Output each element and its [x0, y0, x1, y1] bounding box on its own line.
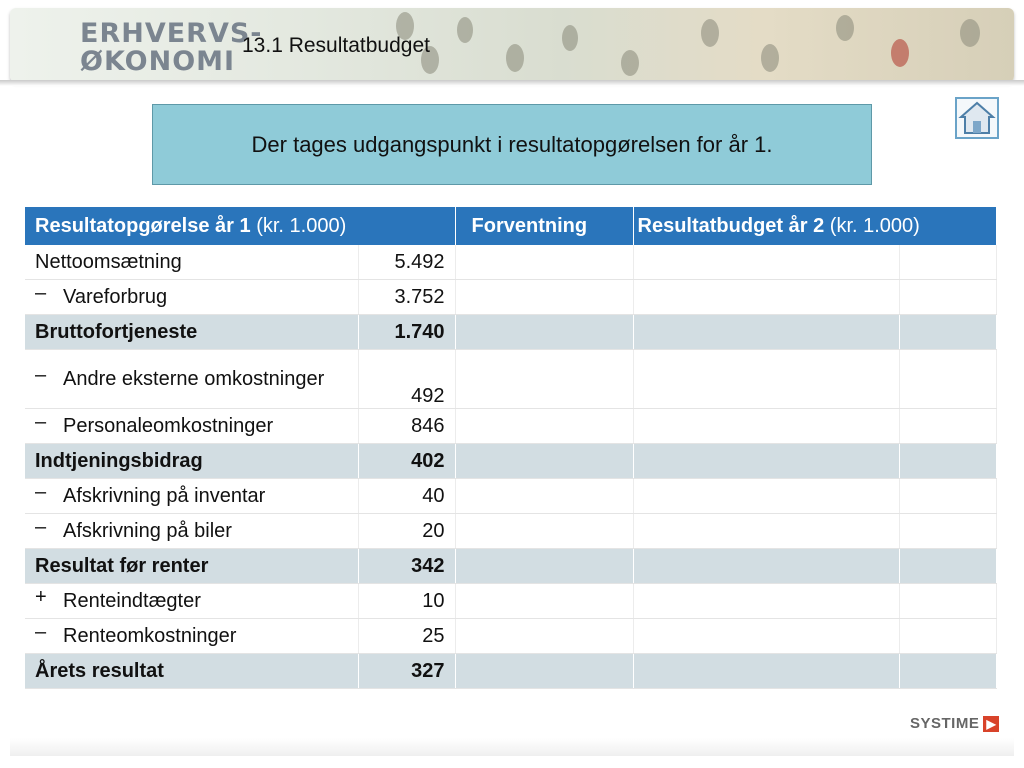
row-label [25, 619, 358, 654]
row-value: 1.740 [358, 315, 455, 350]
row-label-content [35, 364, 348, 394]
row-label-content [35, 516, 348, 546]
row-value: 342 [358, 549, 455, 584]
budget-label-cell [633, 584, 899, 619]
table-header-row [25, 207, 996, 245]
row-label-text: Vareforbrug [63, 286, 168, 308]
row-label [25, 444, 358, 479]
header-resultatbudget [633, 207, 996, 245]
brand-label: SYSTIME [910, 715, 980, 732]
row-value: 25 [358, 619, 455, 654]
row-label-content [35, 551, 348, 581]
row-label-content [35, 481, 348, 511]
row-label-text: Renteomkostninger [63, 625, 237, 647]
row-sign: – [35, 516, 47, 538]
budget-label-cell [633, 315, 899, 350]
budget-value-cell [899, 350, 996, 409]
table-row [25, 245, 996, 280]
row-sign: + [35, 586, 47, 608]
budget-value-cell [899, 479, 996, 514]
row-label [25, 245, 358, 280]
row-value: 20 [358, 514, 455, 549]
row-label-content [35, 411, 348, 441]
budget-value-cell [899, 619, 996, 654]
budget-label-cell [633, 245, 899, 280]
row-label [25, 549, 358, 584]
row-sign: – [35, 481, 47, 503]
budget-value-cell [899, 444, 996, 479]
row-value: 3.752 [358, 280, 455, 315]
header-banner [10, 8, 1014, 82]
table-row [25, 350, 996, 409]
row-label [25, 409, 358, 444]
row-label [25, 280, 358, 315]
table-row [25, 514, 996, 549]
row-value: 10 [358, 584, 455, 619]
row-value: 40 [358, 479, 455, 514]
row-label-text: Indtjeningsbidrag [35, 450, 203, 472]
row-label-text: Nettoomsætning [35, 251, 182, 273]
forventning-cell [455, 654, 633, 689]
row-value: 402 [358, 444, 455, 479]
play-arrow-icon: ▶ [983, 716, 999, 732]
budget-value-cell [899, 549, 996, 584]
forventning-cell [455, 315, 633, 350]
row-value: 327 [358, 654, 455, 689]
row-label-text: Bruttofortjeneste [35, 321, 198, 343]
row-label-content [35, 247, 348, 277]
row-label-text: Afskrivning på biler [63, 520, 232, 542]
row-label-content [35, 446, 348, 476]
slide-title: 13.1 Resultatbudget [242, 34, 430, 57]
budget-value-cell [899, 409, 996, 444]
row-label-content [35, 317, 348, 347]
header-col3-unit: (kr. 1.000) [829, 214, 920, 237]
row-label [25, 350, 358, 409]
table-row [25, 409, 996, 444]
budget-label-cell [633, 409, 899, 444]
total-row [25, 444, 996, 479]
row-value: 5.492 [358, 245, 455, 280]
table-row [25, 479, 996, 514]
home-icon [957, 99, 997, 137]
budget-label-cell [633, 444, 899, 479]
total-row [25, 549, 996, 584]
total-row [25, 654, 996, 689]
forventning-cell [455, 549, 633, 584]
row-label-text: Årets resultat [35, 660, 164, 682]
row-label-text: Personaleomkostninger [63, 415, 274, 437]
budget-label-cell [633, 514, 899, 549]
forventning-cell [455, 479, 633, 514]
row-label [25, 654, 358, 689]
forventning-cell [455, 409, 633, 444]
table-row [25, 280, 996, 315]
header-resultatopgorelse [25, 207, 455, 245]
row-label-content [35, 656, 348, 686]
forventning-cell [455, 584, 633, 619]
budget-value-cell [899, 245, 996, 280]
row-label-text: Andre eksterne omkostninger [63, 368, 325, 390]
footer-bar [10, 738, 1014, 756]
row-sign: – [35, 282, 47, 304]
row-value: 492 [358, 350, 455, 409]
budget-label-cell [633, 479, 899, 514]
row-label [25, 315, 358, 350]
intro-callout: Der tages udgangspunkt i resultatopgørelsen for år 1. [152, 104, 872, 185]
budget-label-cell [633, 654, 899, 689]
forventning-cell [455, 444, 633, 479]
forventning-cell [455, 280, 633, 315]
table-row [25, 584, 996, 619]
row-value: 846 [358, 409, 455, 444]
row-sign: – [35, 364, 47, 386]
forventning-cell [455, 350, 633, 409]
row-label-content [35, 586, 348, 616]
budget-label-cell [633, 350, 899, 409]
row-label-text: Renteindtægter [63, 590, 201, 612]
row-label [25, 584, 358, 619]
row-sign: – [35, 411, 47, 433]
row-label [25, 514, 358, 549]
systime-logo [910, 715, 999, 732]
header-shadow [0, 80, 1024, 86]
forventning-cell [455, 619, 633, 654]
logo-line-2: ØKONOMI [80, 46, 236, 77]
row-label-text: Afskrivning på inventar [63, 485, 266, 507]
budget-value-cell [899, 315, 996, 350]
table-row [25, 619, 996, 654]
forventning-cell [455, 514, 633, 549]
logo-line-1: ERHVERVS- [80, 18, 263, 49]
budget-value-cell [899, 280, 996, 315]
row-label-content [35, 282, 348, 312]
budget-value-cell [899, 514, 996, 549]
total-row [25, 315, 996, 350]
budget-value-cell [899, 584, 996, 619]
budget-label-cell [633, 280, 899, 315]
erhvervsokonomi-logo [80, 18, 263, 77]
budget-value-cell [899, 654, 996, 689]
header-col1-unit: (kr. 1.000) [256, 214, 347, 237]
header-col1-title: Resultatopgørelse år 1 [35, 214, 251, 237]
budget-label-cell [633, 549, 899, 584]
row-sign: – [35, 621, 47, 643]
row-label [25, 479, 358, 514]
row-label-text: Resultat før renter [35, 555, 209, 577]
row-label-content [35, 621, 348, 651]
header-col3-title: Resultatbudget år 2 [637, 214, 825, 237]
budget-label-cell [633, 619, 899, 654]
home-button[interactable] [955, 97, 999, 139]
header-forventning: Forventning [455, 207, 633, 245]
budget-table [25, 207, 997, 689]
forventning-cell [455, 245, 633, 280]
